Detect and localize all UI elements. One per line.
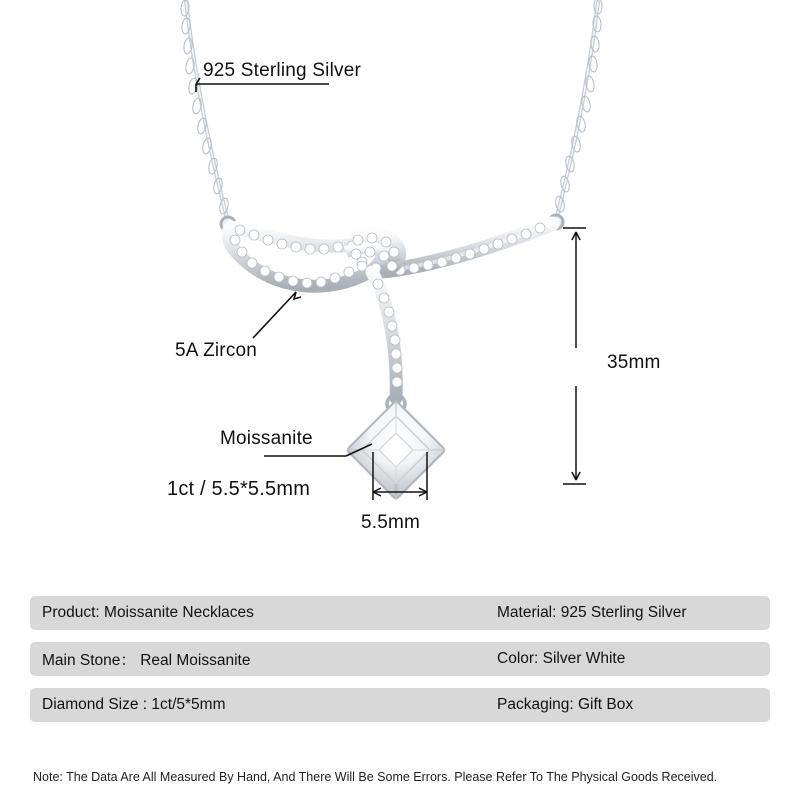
callout-sterling-silver: 925 Sterling Silver — [203, 60, 361, 81]
spec-diamond-size: Diamond Size : 1ct/5*5mm — [42, 696, 226, 713]
spec-packaging: Packaging: Gift Box — [497, 696, 634, 713]
pave-drop-arm — [372, 272, 405, 413]
spec-color: Color: Silver White — [497, 650, 626, 667]
necklace-chain — [186, 2, 598, 222]
spec-material: Material: 925 Sterling Silver — [497, 604, 687, 621]
callout-zircon: 5A Zircon — [175, 340, 258, 361]
dimension-label-stone-width: 5.5mm — [361, 512, 421, 533]
dimension-height — [563, 228, 586, 484]
table-row — [30, 688, 770, 722]
table-row — [30, 642, 770, 676]
callout-lines — [196, 78, 372, 456]
connector-rings — [221, 215, 563, 231]
spec-product: Product: Moissanite Necklaces — [42, 604, 254, 621]
callout-moissanite: Moissanite — [220, 428, 313, 449]
callout-carat-size: 1ct / 5.5*5.5mm — [167, 478, 311, 500]
spec-table — [30, 596, 770, 734]
chain-links — [180, 0, 602, 215]
dimension-label-height: 35mm — [607, 352, 661, 373]
table-row — [30, 596, 770, 630]
spec-main-stone: Main Stone： Real Moissanite — [42, 652, 251, 669]
measurement-note: Note: The Data Are All Measured By Hand, And There Will Be Some Errors. Please Refer To The Physical Goods Received. — [33, 770, 718, 784]
